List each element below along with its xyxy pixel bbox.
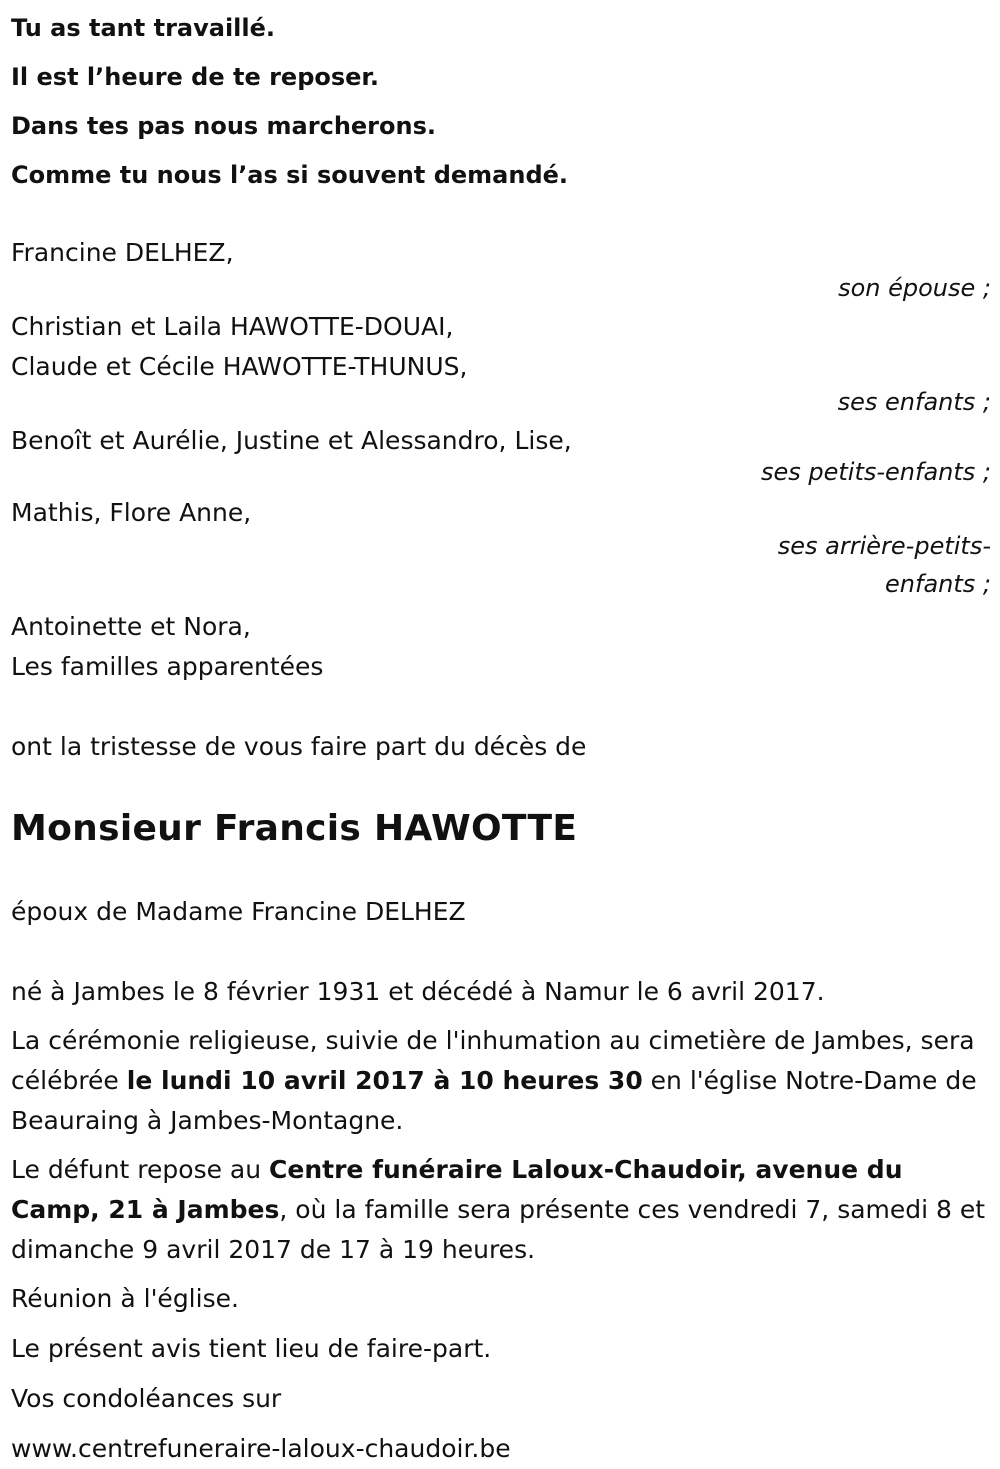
ceremony-date-time: le lundi 10 avril 2017 à 10 heures 30 [126, 1066, 643, 1095]
great-grandchildren-role: enfants ; [885, 570, 991, 598]
relative-name: Les familles apparentées [11, 652, 324, 681]
notice-note: Le présent avis tient lieu de faire-part. [11, 1334, 492, 1363]
website-line [11, 1429, 991, 1469]
deceased-name: Monsieur Francis HAWOTTE [11, 808, 578, 849]
spouse-role: son épouse ; [838, 274, 991, 302]
spouse-name: Francine DELHEZ, [11, 238, 234, 267]
repose-details [11, 1150, 991, 1270]
repose-visiting-hours: , où la famille sera présente ces vendredi 7, samedi 8 et dimanche 9 avril 2017 de 17 à 19 heures. [11, 1195, 986, 1264]
ceremony-details [11, 1021, 991, 1141]
spouse-of: époux de Madame Francine DELHEZ [11, 897, 466, 926]
repose-place: Centre funéraire Laloux-Chaudoir, avenue du Camp, 21 à Jambes [11, 1155, 903, 1224]
meeting-note: Réunion à l'église. [11, 1284, 239, 1313]
child-name: Claude et Cécile HAWOTTE-THUNUS, [11, 352, 468, 381]
birth-death: né à Jambes le 8 février 1931 et décédé à Namur le 6 avril 2017. [11, 977, 825, 1006]
announcement: ont la tristesse de vous faire part du décès de [11, 732, 587, 761]
poem [11, 0, 991, 200]
children-role: ses enfants ; [837, 388, 991, 416]
great-grandchildren-names: Mathis, Flore Anne, [11, 498, 252, 527]
grandchildren-role: ses petits-enfants ; [760, 458, 991, 486]
ceremony-location: en l'église Notre-Dame de Beauraing à Jambes-Montagne. [11, 1066, 977, 1135]
website-link[interactable]: www.centrefuneraire-laloux-chaudoir.be [11, 1434, 511, 1463]
relative-name: Antoinette et Nora, [11, 612, 251, 641]
condolences-label: Vos condoléances sur [11, 1384, 282, 1413]
ceremony-text: La cérémonie religieuse, suivie de l'inhumation au cimetière de Jambes, sera célébrée [11, 1026, 975, 1095]
repose-text: Le défunt repose au [11, 1155, 270, 1184]
poem-line: Il est l’heure de te reposer. [11, 63, 379, 91]
grandchildren-names: Benoît et Aurélie, Justine et Alessandro, Lise, [11, 426, 572, 455]
family-list [11, 233, 991, 687]
poem-line: Comme tu nous l’as si souvent demandé. [11, 161, 569, 189]
poem-line: Tu as tant travaillé. [11, 14, 276, 42]
child-name: Christian et Laila HAWOTTE-DOUAI, [11, 312, 454, 341]
great-grandchildren-role: ses arrière-petits- [777, 532, 991, 560]
obituary-notice [11, 0, 991, 1469]
poem-line: Dans tes pas nous marcherons. [11, 112, 436, 140]
